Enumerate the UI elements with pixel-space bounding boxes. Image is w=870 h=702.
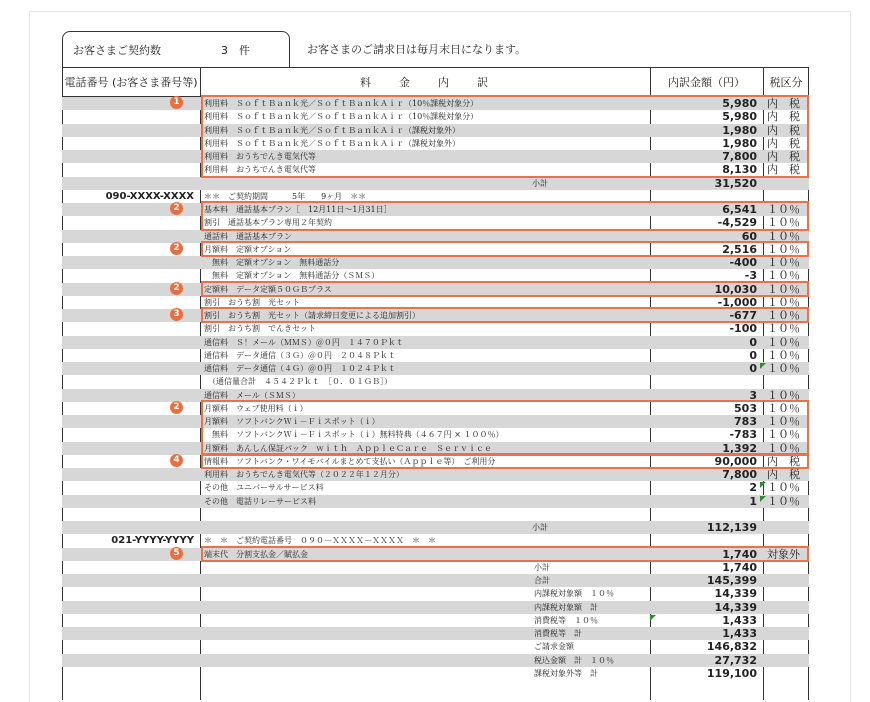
charge-description: 通信料 データ通信（３Ｇ）＠０円 ２０４８Ｐｋｔ <box>204 350 396 360</box>
table-row <box>62 322 809 335</box>
charge-amount: 145,399 <box>706 574 757 587</box>
charge-description: その他 電話リレーサービス料 <box>204 496 316 506</box>
highlight-box <box>201 241 809 257</box>
charge-amount: 2 <box>749 481 757 495</box>
charge-amount: 112,139 <box>706 521 757 534</box>
tax-category: 内 税 <box>767 97 800 110</box>
tax-category: １０％ <box>767 256 800 269</box>
contract-count-value: 3 件 <box>221 44 250 57</box>
tax-category: １０％ <box>767 388 800 402</box>
table-row <box>62 627 809 640</box>
charge-amount: 1,392 <box>722 441 757 455</box>
charge-amount: 1,980 <box>722 123 757 137</box>
table-row <box>62 601 809 614</box>
phone-number <box>62 349 198 362</box>
column-header-phone: 電話番号 (お客さま番号等) <box>62 67 200 97</box>
charge-amount: -400 <box>729 256 757 269</box>
phone-number <box>62 375 198 388</box>
charge-amount: 14,339 <box>714 600 757 614</box>
charge-description: 利用料 ＳｏｆｔＢａｎｋ光／ＳｏｆｔＢａｎｋＡｉｒ（課税対象外） <box>204 125 460 135</box>
charge-description: 月額料 ソフトバンクＷｉ－Ｆｉスポット（ｉ） <box>204 417 380 426</box>
table-row <box>62 521 809 534</box>
table-row <box>62 375 809 388</box>
phone-number <box>62 216 198 229</box>
charge-amount: 0 <box>749 362 757 375</box>
callout-number-badge: 5 <box>170 547 183 560</box>
tax-category: １０％ <box>767 415 800 428</box>
highlight-box <box>201 400 809 456</box>
charge-amount: 10,030 <box>714 282 757 296</box>
tax-category: １０％ <box>767 401 800 415</box>
callout-number-badge: 2 <box>170 242 183 255</box>
charge-amount: 1 <box>749 494 757 508</box>
table-row <box>62 667 809 680</box>
charge-amount: 3 <box>749 388 757 402</box>
table-row <box>62 640 809 653</box>
phone-number <box>62 481 198 494</box>
table-row <box>62 177 809 190</box>
phone-number <box>62 269 198 282</box>
phone-number <box>62 137 198 150</box>
charge-description: 通信料 Ｓ！メール（ＭＭＳ）＠０円 １４７０Ｐｋｔ <box>204 337 404 347</box>
charge-amount: -100 <box>729 322 757 336</box>
callout-number-badge: 2 <box>170 401 183 414</box>
charge-description: 通信料 データ通信（４Ｇ）＠０円 １０２４Ｐｋｔ <box>204 364 396 373</box>
charge-description: 月額料 あんしん保証パック ｗｉｔｈ ＡｐｐｌｅＣａｒｅ Ｓｅｒｖｉｃｅ <box>204 443 492 453</box>
charge-amount: 1,980 <box>722 136 757 150</box>
charge-description: 通信料 メール（ＳＭＳ） <box>204 390 300 400</box>
charge-description: その他 ユニバーサルサービス料 <box>204 483 324 493</box>
tax-category: １０％ <box>767 322 800 336</box>
callout-number-badge: 2 <box>170 202 183 215</box>
charge-description: 利用料 ＳｏｆｔＢａｎｋ光／ＳｏｆｔＢａｎｋＡｉｒ（課税対象外） <box>204 138 460 148</box>
tax-category: １０％ <box>767 309 800 322</box>
phone-number <box>62 296 198 309</box>
charge-amount: 27,732 <box>714 653 757 667</box>
charge-amount: -677 <box>729 309 757 322</box>
phone-number <box>62 654 198 667</box>
callout-number-badge: 2 <box>170 282 183 295</box>
charge-description: 割引 おうち割 でんきセット <box>204 324 316 334</box>
charge-amount: 7,800 <box>722 150 757 163</box>
charge-description: 無料 定額オプション 無料通話分（ＳＭＳ） <box>204 271 380 281</box>
charge-description: 小計 <box>532 178 548 188</box>
phone-number <box>62 415 198 428</box>
charge-amount: 14,339 <box>714 587 757 601</box>
charge-description: 利用料 おうちでんき電気代等 <box>204 152 316 161</box>
charge-description: 月額料 定額オプション <box>204 244 292 254</box>
tax-category: １０％ <box>767 229 800 243</box>
charge-description: 利用料 おうちでんき電気代等（２０２２年１２月分） <box>204 470 404 479</box>
charge-amount: 31,520 <box>714 176 757 190</box>
phone-number <box>62 428 198 441</box>
tax-category: １０％ <box>767 362 800 375</box>
phone-number <box>62 150 198 163</box>
tax-category: 内 税 <box>767 110 800 124</box>
charge-description: 利用料 ＳｏｆｔＢａｎｋ光／ＳｏｆｔＢａｎｋＡｉｒ（10％課税対象分） <box>204 112 479 122</box>
column-header-amount: 内訳金額（円） <box>650 67 763 97</box>
phone-number <box>62 561 198 574</box>
phone-number: 021-YYYY-YYYY <box>111 535 194 547</box>
phone-number <box>62 110 198 123</box>
charge-amount: 146,832 <box>706 640 757 654</box>
phone-number <box>62 230 198 243</box>
charge-description: ご請求金額 <box>534 642 574 652</box>
charge-description: 税込金額 計 １０％ <box>534 655 614 665</box>
table-row <box>62 654 809 667</box>
column-header-desc: 料 金 内 訳 <box>200 67 650 97</box>
table-row <box>62 468 809 481</box>
phone-number <box>62 508 198 521</box>
highlight-box <box>201 95 809 178</box>
charge-description: 利用料 おうちでんき電気代等 <box>204 165 316 175</box>
table-row <box>62 336 809 349</box>
charge-description: 内課税対象額 計 <box>534 602 598 612</box>
tax-category: 対象外 <box>767 547 800 561</box>
tax-category: 内 税 <box>767 468 800 481</box>
charge-amount: 0 <box>749 335 757 349</box>
phone-number <box>62 362 198 375</box>
table-row <box>62 481 809 494</box>
charge-description: 割引 おうち割 光セット <box>204 297 300 307</box>
table-row <box>62 495 809 508</box>
charge-amount: 1,740 <box>722 547 757 561</box>
charge-description: 課税対象外等 計 <box>534 668 598 678</box>
charge-amount: 783 <box>734 415 757 428</box>
phone-number <box>62 389 198 402</box>
phone-number <box>62 468 198 481</box>
tax-category: 内 税 <box>767 123 800 137</box>
tax-category: 内 税 <box>767 136 800 150</box>
charge-amount: -1,000 <box>717 295 757 309</box>
table-row <box>62 587 809 600</box>
phone-number <box>62 574 198 587</box>
highlight-box <box>201 281 809 297</box>
charge-amount: 119,100 <box>706 666 757 680</box>
table-row <box>62 349 809 362</box>
callout-number-badge: 1 <box>170 96 183 109</box>
tax-category: １０％ <box>767 242 800 256</box>
tax-category: １０％ <box>767 494 800 508</box>
table-row <box>62 614 809 627</box>
charge-description: 端末代 分割支払金／賦払金 <box>204 549 308 559</box>
charge-amount: 2,516 <box>722 242 757 256</box>
phone-number <box>62 601 198 614</box>
charge-description: （通信量合計 ４５４２Ｐｋｔ ［０．０１ＧＢ］） <box>204 377 392 387</box>
charge-description: 無料 ソフトバンクＷｉ－Ｆｉスポット（ｉ）無料特典（４６７円 × １００％） <box>204 430 504 440</box>
charge-description: 内課税対象額 １０％ <box>534 589 614 599</box>
tax-category: 内 税 <box>767 454 800 468</box>
charge-description: ＊ ＊ ご契約電話番号 ０９０－ＸＸＸＸ－ＸＸＸＸ ＊ ＊ <box>204 536 436 546</box>
charge-description: 情報料 ソフトバンク・ワイモバイルまとめて支払い（Ａｐｐｌｅ等） ご利用分 <box>204 456 496 466</box>
phone-number <box>62 322 198 335</box>
highlight-box <box>201 453 809 469</box>
phone-number: 090-XXXX-XXXX <box>105 190 194 202</box>
phone-number <box>62 256 198 269</box>
phone-number <box>62 640 198 653</box>
charge-amount: 7,800 <box>722 468 757 481</box>
charge-description: 小計 <box>532 523 548 532</box>
highlight-box <box>201 201 809 231</box>
charge-amount: 90,000 <box>714 454 757 468</box>
charge-amount: 6,541 <box>722 203 757 216</box>
charge-amount <box>647 375 757 388</box>
charge-amount: -3 <box>744 269 757 283</box>
callout-number-badge: 3 <box>170 308 183 321</box>
callout-number-badge: 4 <box>170 454 183 467</box>
billing-date-notice: お客さまのご請求日は毎月末日になります。 <box>307 43 527 56</box>
tax-category: １０％ <box>767 335 800 349</box>
charge-description: 割引 通話基本プラン専用２年契約 <box>204 218 332 228</box>
charge-amount: 1,740 <box>722 560 757 574</box>
charge-description: ＊＊ ご契約期間 5年 9ヶ月 ＊＊ <box>204 191 367 201</box>
phone-number <box>62 667 198 680</box>
tax-category: 内 税 <box>767 163 800 177</box>
charge-description: 定額料 データ定額５０ＧＢプラス <box>204 284 332 294</box>
charge-description: 通話料 通話基本プラン <box>204 231 292 241</box>
phone-number <box>62 627 198 640</box>
charge-amount: 1,433 <box>722 613 757 627</box>
table-row <box>62 574 809 587</box>
tax-category: １０％ <box>767 348 800 362</box>
charge-amount: 1,433 <box>722 627 757 640</box>
phone-number <box>62 177 198 190</box>
comment-marker-icon <box>760 496 766 502</box>
phone-number <box>62 614 198 627</box>
charge-amount: 8,130 <box>722 163 757 177</box>
highlight-box <box>201 546 809 562</box>
charge-amount: 503 <box>734 401 757 415</box>
highlight-box <box>201 307 809 323</box>
charge-description: 割引 おうち割 光セット（請求締日変更による追加割引） <box>204 311 420 320</box>
tax-category: 内 税 <box>767 150 800 163</box>
tax-category: １０％ <box>767 282 800 296</box>
comment-marker-icon <box>650 615 656 621</box>
charge-description: 消費税等 １０％ <box>534 615 598 625</box>
phone-number <box>62 587 198 600</box>
table-row <box>62 508 809 521</box>
phone-number <box>62 442 198 455</box>
phone-number <box>62 336 198 349</box>
charge-description: 消費税等 計 <box>534 629 582 638</box>
charge-amount: 60 <box>741 229 757 243</box>
table-row <box>62 256 809 269</box>
tax-category: １０％ <box>767 216 800 230</box>
charge-amount: 0 <box>749 348 757 362</box>
phone-number <box>62 163 198 176</box>
tax-category: １０％ <box>767 269 800 283</box>
charge-amount: -4,529 <box>717 216 757 230</box>
comment-marker-icon <box>760 363 766 369</box>
charge-amount: 5,980 <box>722 110 757 124</box>
charge-amount: -783 <box>729 428 757 442</box>
contract-count-box <box>62 31 290 67</box>
table-row <box>62 561 809 574</box>
charge-amount <box>647 508 757 521</box>
contract-count-label: お客さまご契約数 <box>73 44 161 57</box>
charge-description: 利用料 ＳｏｆｔＢａｎｋ光／ＳｏｆｔＢａｎｋＡｉｒ（10％課税対象分） <box>204 99 479 108</box>
charge-description: 月額料 ウェブ使用料（ｉ） <box>204 403 308 413</box>
phone-number <box>62 495 198 508</box>
tax-category: １０％ <box>767 203 800 216</box>
charge-description: 基本料 通話基本プラン［ 12月11日〜1月31日］ <box>204 205 392 214</box>
tax-category: １０％ <box>767 441 800 455</box>
tax-category: １０％ <box>767 428 800 442</box>
phone-number <box>62 124 198 137</box>
tax-category: １０％ <box>767 481 800 495</box>
charge-description: 無料 定額オプション 無料通話分 <box>204 258 340 267</box>
charge-description: 合計 <box>534 576 550 585</box>
charge-description: 小計 <box>534 562 550 572</box>
table-row <box>62 362 809 375</box>
phone-number <box>62 521 198 534</box>
charge-amount: 5,980 <box>722 97 757 110</box>
column-header-tax: 税区分 <box>763 67 809 97</box>
comment-marker-icon <box>760 482 766 488</box>
tax-category: １０％ <box>767 295 800 309</box>
